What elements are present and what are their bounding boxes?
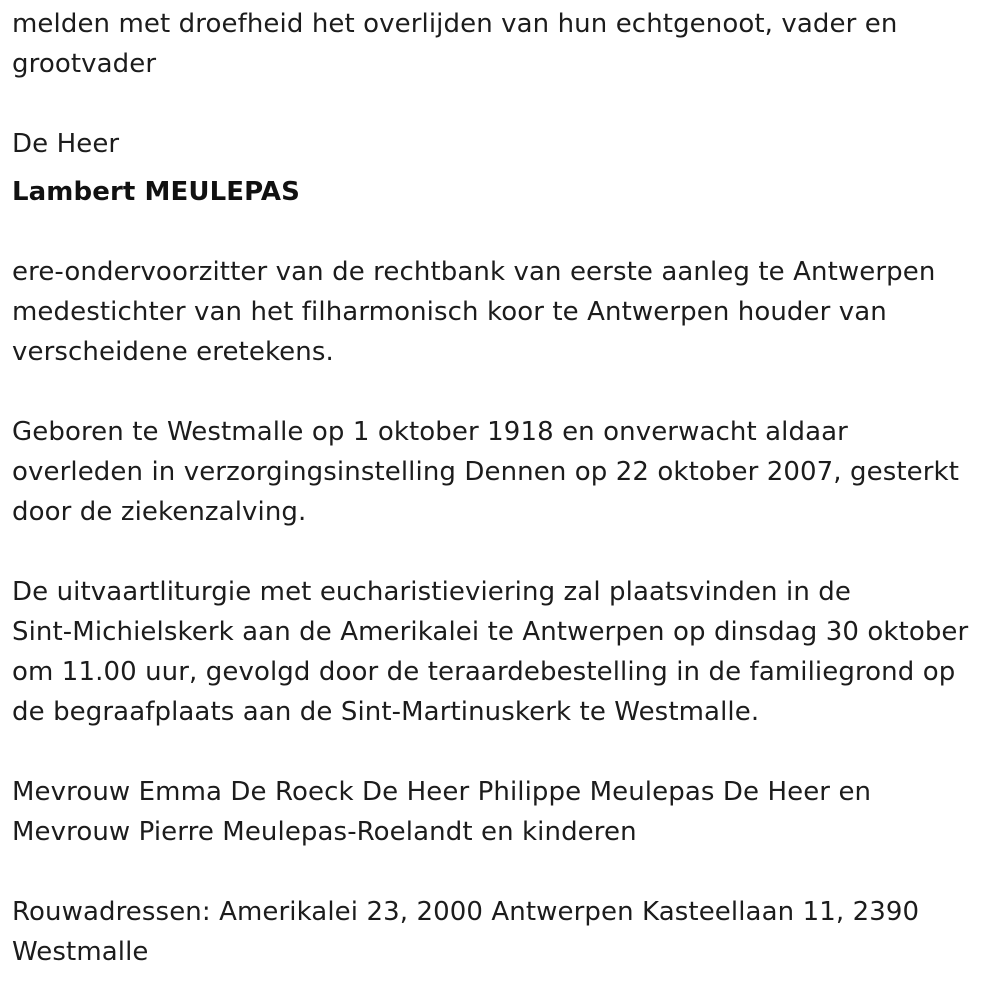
funeral-line-4: de begraafplaats aan de Sint-Martinuskerk te Westmalle. — [12, 697, 760, 727]
intro-line-2: grootvader — [12, 49, 157, 79]
spacer — [12, 852, 992, 892]
address-line-1: Rouwadressen: Amerikalei 23, 2000 Antwerpen Kasteellaan 11, 2390 — [12, 897, 920, 927]
functions-paragraph — [12, 252, 992, 372]
functions-line-1: ere-ondervoorzitter van de rechtbank van eerste aanleg te Antwerpen — [12, 257, 936, 287]
address-paragraph — [12, 892, 992, 972]
family-paragraph — [12, 772, 992, 852]
birth-line-2: overleden in verzorgingsinstelling Dennen op 22 oktober 2007, gesterkt — [12, 457, 960, 487]
death-notice — [12, 4, 992, 972]
intro-paragraph — [12, 4, 992, 84]
deceased-title: De Heer — [12, 129, 120, 159]
spacer — [12, 212, 992, 252]
funeral-paragraph — [12, 572, 992, 732]
spacer — [12, 532, 992, 572]
birth-death-paragraph — [12, 412, 992, 532]
functions-line-3: verscheidene eretekens. — [12, 337, 334, 367]
intro-line-1: melden met droefheid het overlijden van hun echtgenoot, vader en — [12, 9, 898, 39]
birth-line-3: door de ziekenzalving. — [12, 497, 307, 527]
spacer — [12, 732, 992, 772]
funeral-line-2: Sint-Michielskerk aan de Amerikalei te Antwerpen op dinsdag 30 oktober — [12, 617, 969, 647]
functions-line-2: medestichter van het filharmonisch koor te Antwerpen houder van — [12, 297, 887, 327]
family-line-1: Mevrouw Emma De Roeck De Heer Philippe Meulepas De Heer en — [12, 777, 872, 807]
funeral-line-1: De uitvaartliturgie met eucharistieviering zal plaatsvinden in de — [12, 577, 851, 607]
family-line-2: Mevrouw Pierre Meulepas-Roelandt en kinderen — [12, 817, 637, 847]
birth-line-1: Geboren te Westmalle op 1 oktober 1918 en onverwacht aldaar — [12, 417, 848, 447]
spacer — [12, 84, 992, 124]
address-line-2: Westmalle — [12, 937, 149, 967]
deceased-name: Lambert MEULEPAS — [12, 177, 300, 207]
spacer — [12, 372, 992, 412]
funeral-line-3: om 11.00 uur, gevolgd door de teraardebestelling in de familiegrond op — [12, 657, 956, 687]
spacer — [12, 164, 992, 172]
